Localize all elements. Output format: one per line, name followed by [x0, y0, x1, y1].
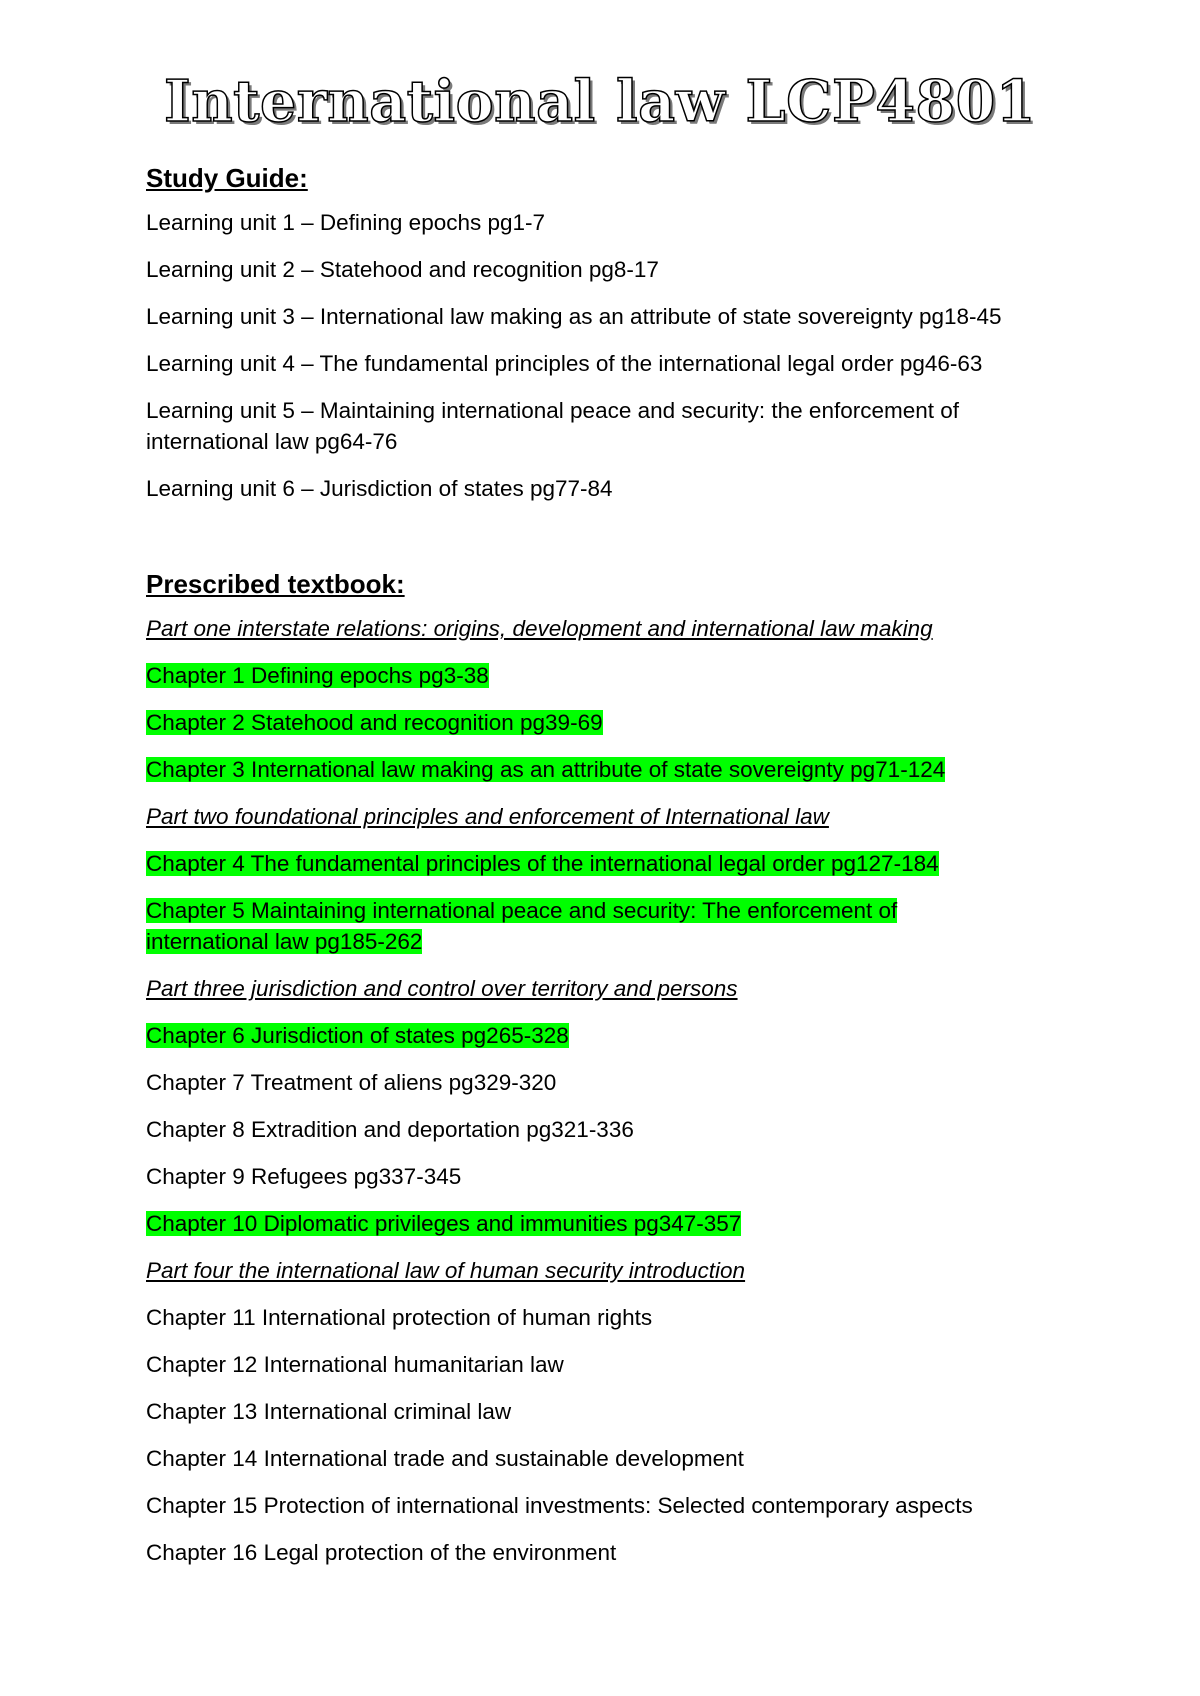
chapter-1-highlighted: Chapter 1 Defining epochs pg3-38 — [146, 663, 489, 688]
chapter-6-highlighted: Chapter 6 Jurisdiction of states pg265-328 — [146, 1023, 569, 1048]
chapter-7: Chapter 7 Treatment of aliens pg329-320 — [146, 1070, 557, 1095]
chapter-16: Chapter 16 Legal protection of the environment — [146, 1540, 617, 1565]
learning-unit-6: Learning unit 6 – Jurisdiction of states pg77-84 — [146, 476, 613, 501]
chapter-2-highlighted: Chapter 2 Statehood and recognition pg39-69 — [146, 710, 603, 735]
chapter-12: Chapter 12 International humanitarian law — [146, 1352, 564, 1377]
document-body — [146, 163, 1066, 1584]
chapter-5-highlighted: Chapter 5 Maintaining international peace and security: The enforcement of international law pg185-262 — [146, 898, 898, 954]
prescribed-textbook-heading: Prescribed textbook: — [146, 569, 405, 599]
section-spacer — [146, 520, 1066, 569]
chapter-14: Chapter 14 International trade and sustainable development — [146, 1446, 744, 1471]
learning-unit-1: Learning unit 1 – Defining epochs pg1-7 — [146, 210, 546, 235]
learning-unit-3: Learning unit 3 – International law making as an attribute of state sovereignty pg18-45 — [146, 304, 1002, 329]
part-four-heading: Part four the international law of human security introduction — [146, 1258, 746, 1283]
learning-unit-4: Learning unit 4 – The fundamental principles of the international legal order pg46-63 — [146, 351, 983, 376]
document-title: International law LCP4801 — [164, 68, 1036, 135]
chapter-9: Chapter 9 Refugees pg337-345 — [146, 1164, 462, 1189]
part-three-heading: Part three jurisdiction and control over territory and persons — [146, 976, 738, 1001]
chapter-11: Chapter 11 International protection of human rights — [146, 1305, 653, 1330]
chapter-10-highlighted: Chapter 10 Diplomatic privileges and immunities pg347-357 — [146, 1211, 742, 1236]
learning-unit-2: Learning unit 2 – Statehood and recognition pg8-17 — [146, 257, 659, 282]
learning-unit-5: Learning unit 5 – Maintaining international peace and security: the enforcement of international law pg64-76 — [146, 398, 960, 454]
chapter-4-highlighted: Chapter 4 The fundamental principles of the international legal order pg127-184 — [146, 851, 939, 876]
chapter-8: Chapter 8 Extradition and deportation pg321-336 — [146, 1117, 634, 1142]
chapter-13: Chapter 13 International criminal law — [146, 1399, 512, 1424]
chapter-3-highlighted: Chapter 3 International law making as an attribute of state sovereignty pg71-124 — [146, 757, 946, 782]
part-two-heading: Part two foundational principles and enforcement of International law — [146, 804, 829, 829]
study-guide-heading: Study Guide: — [146, 163, 308, 193]
chapter-15: Chapter 15 Protection of international investments: Selected contemporary aspects — [146, 1493, 973, 1518]
part-one-heading: Part one interstate relations: origins, development and international law making — [146, 616, 933, 641]
